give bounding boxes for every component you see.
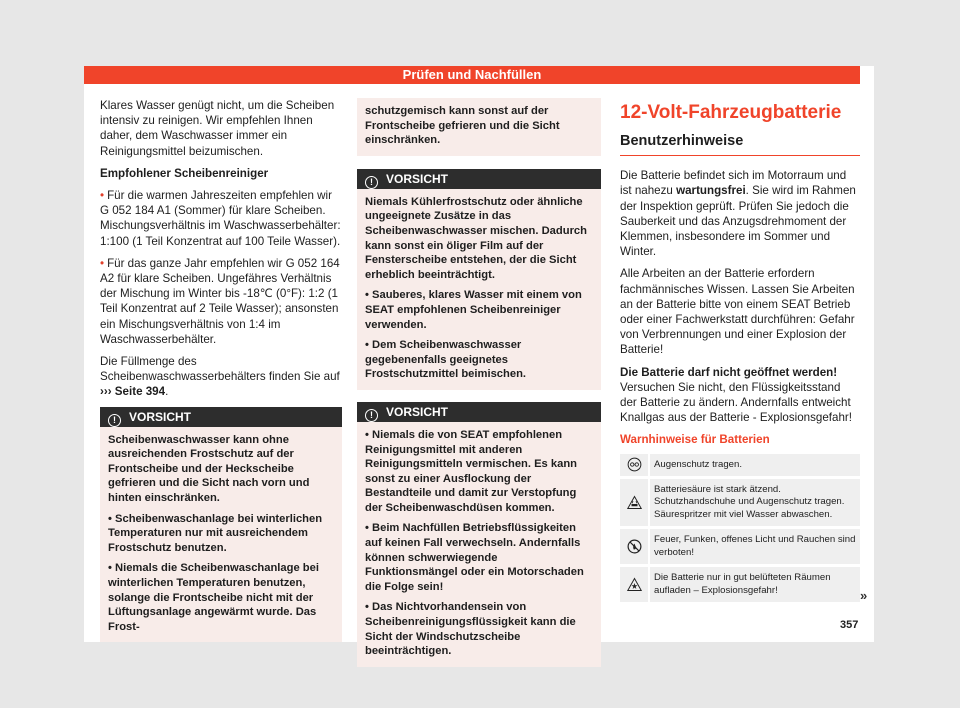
page-reference-link[interactable]: ››› Seite 394	[100, 385, 166, 399]
bullet-icon: •	[100, 189, 105, 203]
caution-bullet: • Scheibenwaschanlage bei winterlichen Temperaturen nur mit ausreichendem Frostschutz benutzen.	[108, 512, 323, 554]
bullet-yearround: • Für das ganze Jahr empfehlen wir G 052 164 A2 für klare Scheiben. Ungefähres Verhältnis der Mischung im Winter bis -18℃ (0°F): 1:2 (1 Teil Konzentrat auf 2 Teile Wasser); ansonsten ein Mischungsverhältnis von 1:4 im Waschwasserbehälter.	[100, 256, 340, 346]
continued-icon: »	[860, 588, 868, 603]
warning-table	[620, 454, 860, 602]
column-left	[100, 98, 342, 654]
page-header: Prüfen und Nachfüllen	[84, 66, 860, 84]
bullet-summer: • Für die warmen Jahreszeiten empfehlen wir G 052 184 A1 (Sommer) für klare Scheiben. Mischungsverhältnis im Waschwasserbehälter: 1:100 (1 Teil Konzentrat auf 100 Teile Wasser).	[100, 189, 341, 248]
warning-icon: !	[365, 176, 378, 189]
warning-row: Batteriesäure ist stark ätzend. Schutzhandschuhe und Augenschutz tragen. Säurespritzer mit viel Wasser abwaschen.	[620, 479, 860, 526]
page-number: 357	[840, 619, 859, 631]
caution-bullet: • Dem Scheibenwaschwasser gegebenenfalls geeignetes Frostschutzmittel beimischen.	[365, 339, 527, 381]
caution-continuation: schutzgemisch kann sonst auf der Frontscheibe gefrieren und die Sicht einschränken.	[357, 98, 601, 156]
caution-box-2	[357, 169, 601, 390]
column-middle	[357, 98, 601, 679]
warning-icon: !	[108, 414, 121, 427]
caution-header: ! VORSICHT	[357, 169, 601, 189]
warning-row: Feuer, Funken, offenes Licht und Rauchen sind verboten!	[620, 529, 860, 564]
no-fire-icon	[627, 539, 642, 554]
caution-text: Niemals Kühlerfrostschutz oder ähnliche ungeeignete Zusätze in das Scheibenwaschwasser mischen. Dadurch kann sonst ein öliger Film auf der Fensterscheibe entstehen, der die Sicht erheblich beeinträchtigt.	[365, 195, 587, 281]
caution-bullet: • Niemals die Scheibenwaschanlage bei winterlichen Temperaturen benutzen, solange die Frontscheibe nicht mit der Lüftungsanlage angewärmt wurde. Das Frost-	[108, 562, 319, 633]
intro-paragraph: Klares Wasser genügt nicht, um die Scheiben intensiv zu reinigen. Wir empfehlen Ihnen daher, dem Waschwasser immer ein Reinigungsmittel beizumischen.	[100, 99, 335, 158]
column-right	[620, 98, 860, 605]
explosion-icon	[627, 577, 642, 592]
caution-text: Scheibenwaschwasser kann ohne ausreichenden Frostschutz auf der Frontscheibe und der Heckscheibe gefrieren und die Sicht nach vorn und hinten einschränken.	[108, 433, 310, 505]
goggles-icon	[627, 457, 642, 472]
warning-row: Augenschutz tragen.	[620, 454, 860, 476]
caution-bullet: • Beim Nachfüllen Betriebsflüssigkeiten auf keinen Fall verwechseln. Andernfalls können schwerwiegende Funktionsmängel oder ein Motorschaden die Folge sein!	[365, 522, 584, 593]
fill-quantity-paragraph: Die Füllmenge des Scheibenwaschwasserbehälters finden Sie auf ››› Seite 394.	[100, 355, 340, 399]
section-subtitle: Benutzerhinweise	[620, 134, 860, 156]
caution-header: ! VORSICHT	[100, 407, 342, 427]
battery-paragraph-1: Die Batterie befindet sich im Motorraum und ist nahezu wartungsfrei. Sie wird im Rahmen der Inspektion geprüft. Prüfen Sie jedoch die Sauberkeit und das Anzugsdrehmoment der Klemmen, insbesondere im Sommer und Winter.	[620, 169, 856, 259]
warning-row: Die Batterie nur in gut belüfteten Räumen aufladen – Explosionsgefahr!	[620, 567, 860, 602]
bullet-icon: •	[100, 256, 105, 270]
warning-icon: !	[365, 409, 378, 422]
acid-icon	[627, 495, 642, 510]
section-title: 12-Volt-Fahrzeugbatterie	[620, 102, 842, 123]
caution-bullet: • Niemals die von SEAT empfohlenen Reinigungsmittel mit anderen Reinigungsmitteln vermischen. Es kann sonst zu einer Ausflockung der Bestandteile und damit zur Verstopfung der Scheibenwaschdüsen kommen.	[365, 428, 577, 514]
caution-header: ! VORSICHT	[357, 402, 601, 422]
battery-paragraph-3: Die Batterie darf nicht geöffnet werden! Versuchen Sie nicht, den Flüssigkeitsstand der Batterie zu ändern. Andernfalls entweicht Knallgas aus der Batterie - Explosionsgefahr!	[620, 365, 853, 425]
warning-table-title: Warnhinweise für Batterien	[620, 433, 770, 447]
battery-paragraph-2: Alle Arbeiten an der Batterie erfordern fachmännisches Wissen. Lassen Sie Arbeiten an der Batterie bitte von einem SEAT Betrieb oder einer Fachwerkstatt durchführen: Gefahr von Verbrennungen und einer Explosion der Batterie!	[620, 267, 855, 357]
subheading-cleaner: Empfohlener Scheibenreiniger	[100, 166, 269, 180]
caution-bullet: • Sauberes, klares Wasser mit einem von SEAT empfohlenen Scheibenreiniger verwenden.	[365, 289, 582, 331]
caution-box-1	[100, 407, 342, 643]
caution-bullet: • Das Nichtvorhandensein von Scheibenreinigungsflüssigkeit kann die Sicht der Windschutzscheibe beeinträchtigen.	[365, 601, 576, 658]
caution-box-3	[357, 402, 601, 667]
